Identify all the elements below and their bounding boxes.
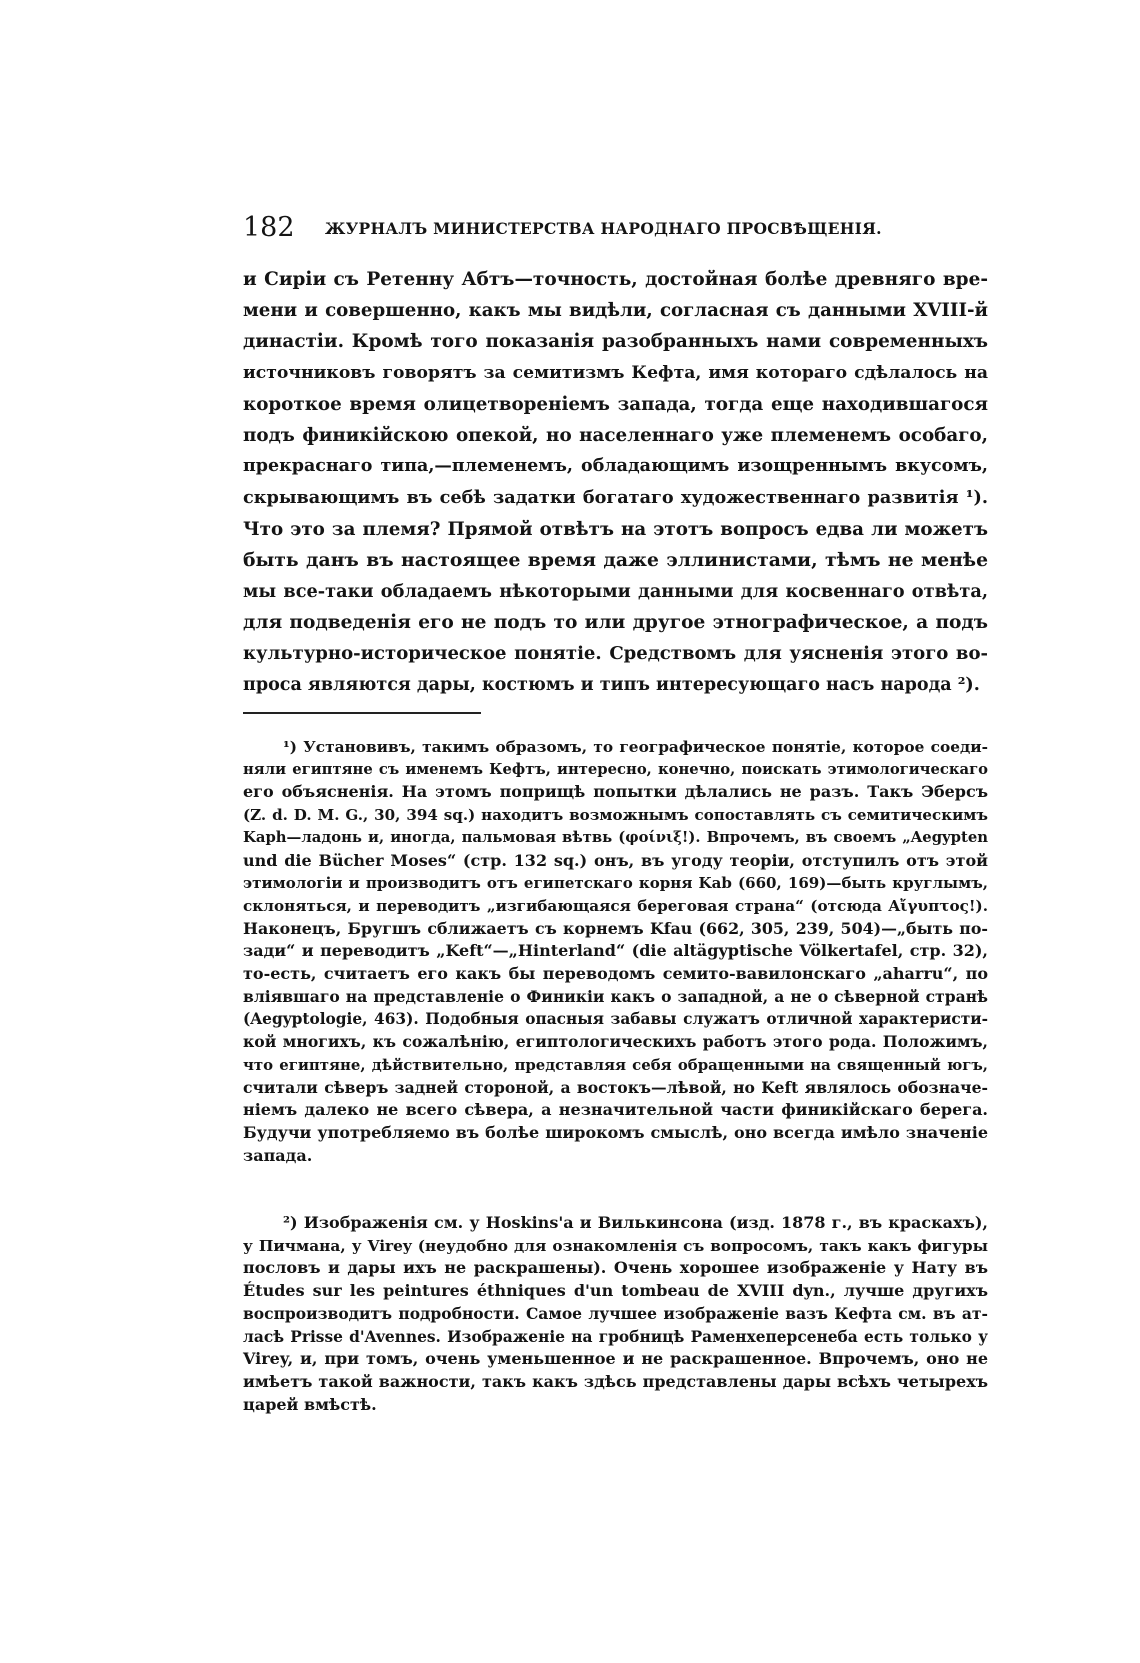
- footnote-line: его объясненія. На этомъ поприщѣ попытки дѣлались не разъ. Такъ Эберсъ: [243, 782, 988, 802]
- text-line: мени и совершенно, какъ мы видѣли, согласная съ данными XVIII-й: [243, 300, 988, 322]
- footnote-line: ¹) Установивъ, такимъ образомъ, то географическое понятіе, которое соеди-: [283, 738, 988, 756]
- text-line: культурно-историческое понятіе. Средствомъ для уясненія этого во-: [243, 643, 988, 665]
- text-line: для подведенія его не подъ то или другое этнографическое, а подъ: [243, 612, 988, 634]
- footnote-line: кой многихъ, къ сожалѣнію, египтологическихъ работъ этого рода. Положимъ,: [243, 1032, 988, 1052]
- footnote-line: царей вмѣстѣ.: [243, 1394, 377, 1414]
- text-line: быть данъ въ настоящее время даже эллинистами, тѣмъ не менѣе: [243, 548, 988, 571]
- text-line: Что это за племя? Прямой отвѣтъ на этотъ вопросъ едва ли можетъ: [243, 518, 988, 540]
- footnote-line: Kaph—ладонь и, иногда, пальмовая вѣтвь (φοίνιξ!). Впрочемъ, въ своемъ „Aegypten: [243, 828, 988, 846]
- footnote-separator: [243, 712, 481, 714]
- text-line: скрывающимъ въ себѣ задатки богатаго художественнаго развитія ¹).: [243, 487, 988, 509]
- journal-title: ЖУРНАЛЪ МИНИСТЕРСТВА НАРОДНАГО ПРОСВѢЩЕНІЯ.: [325, 219, 882, 238]
- footnote-line: ніемъ далеко не всего сѣвера, а незначительной части финикійскаго берега.: [243, 1100, 988, 1120]
- footnote-line: воспроизводитъ подробности. Самое лучшее изображеніе вазъ Кефта см. въ ат-: [243, 1303, 988, 1323]
- footnote-line: то-есть, считаетъ его какъ бы переводомъ семито-вавилонскаго „aharru“, по: [243, 964, 988, 984]
- text-line: и Сиріи съ Ретенну Абтъ—точность, достойная болѣе древняго вре-: [243, 269, 988, 290]
- page-number: 182: [243, 212, 295, 243]
- footnote-line: зади“ и переводитъ „Keft“—„Hinterland“ (die altägyptische Völkertafel, стр. 32),: [243, 941, 988, 961]
- footnote-line: Наконецъ, Бругшъ сближаетъ съ корнемъ Kfau (662, 305, 239, 504)—„быть по-: [243, 918, 988, 938]
- footnote-1: [243, 736, 988, 1167]
- footnote-line: ласѣ Prisse d'Avennes. Изображеніе на гробницѣ Раменхеперсенеба есть только у: [243, 1327, 988, 1346]
- footnote-2: [243, 1212, 988, 1416]
- footnote-line: имѣетъ такой важности, такъ какъ здѣсь представлены дары всѣхъ четырехъ: [243, 1371, 988, 1391]
- running-header: [243, 210, 988, 250]
- text-line: подъ финикійскою опекой, но населеннаго уже племенемъ особаго,: [243, 425, 988, 447]
- footnote-line: Будучи употребляемо въ болѣе широкомъ смыслѣ, оно всегда имѣло значеніе: [243, 1122, 988, 1142]
- text-line: источниковъ говорятъ за семитизмъ Кефта, имя котораго сдѣлалось на: [243, 362, 988, 383]
- footnote-line: что египтяне, дѣйствительно, представляя себя обращенными на священный югъ,: [243, 1055, 988, 1074]
- footnote-line: запада.: [243, 1145, 313, 1165]
- footnote-line: Virey, и, при томъ, очень уменьшенное и не раскрашенное. Впрочемъ, оно не: [243, 1349, 988, 1369]
- text-line: династіи. Кромѣ того показанія разобранныхъ нами современныхъ: [243, 331, 988, 353]
- text-line: мы все-таки обладаемъ нѣкоторыми данными для косвеннаго отвѣта,: [243, 581, 988, 603]
- main-text-paragraph: [243, 264, 988, 701]
- footnote-line: няли египтяне съ именемъ Кефтъ, интересно, конечно, поискать этимологическаго: [243, 760, 988, 778]
- footnote-line: вліявшаго на представленіе о Финикіи какъ о западной, а не о сѣверной странѣ: [243, 986, 988, 1006]
- footnote-line: считали сѣверъ задней стороной, а востокъ—лѣвой, но Keft являлось обозначе-: [243, 1077, 988, 1097]
- text-line: проса являются дары, костюмъ и типъ интересующаго насъ народа ²).: [243, 674, 980, 695]
- footnote-line: Études sur les peintures éthniques d'un tombeau de XVIII dyn., лучше другихъ: [243, 1281, 988, 1301]
- text-line: прекраснаго типа,—племенемъ, обладающимъ изощреннымъ вкусомъ,: [243, 456, 988, 477]
- text-line: короткое время олицетвореніемъ запада, тогда еще находившагося: [243, 393, 988, 415]
- footnote-line: пословъ и дары ихъ не раскрашены). Очень хорошее изображеніе у Нату въ: [243, 1258, 988, 1278]
- footnote-line: этимологіи и производитъ отъ египетскаго корня Kab (660, 169)—быть круглымъ,: [243, 874, 988, 893]
- footnote-line: (Aegyptologie, 463). Подобныя опасныя забавы служатъ отличной характеристи-: [243, 1010, 988, 1029]
- footnote-line: склоняться, и переводитъ „изгибающаяся береговая страна“ (отсюда Αἴγυπτος!).: [243, 896, 988, 915]
- footnote-line: und die Bücher Moses“ (стр. 132 sq.) онъ, въ угоду теоріи, отступилъ отъ этой: [243, 850, 988, 870]
- footnote-line: у Пичмана, у Virey (неудобно для ознакомленія съ вопросомъ, такъ какъ фигуры: [243, 1236, 988, 1255]
- footnote-line: (Z. d. D. M. G., 30, 394 sq.) находитъ возможнымъ сопоставлять съ семитическимъ: [243, 806, 988, 825]
- footnote-line: ²) Изображенія см. у Hoskins'а и Вилькинсона (изд. 1878 г., въ краскахъ),: [283, 1213, 988, 1232]
